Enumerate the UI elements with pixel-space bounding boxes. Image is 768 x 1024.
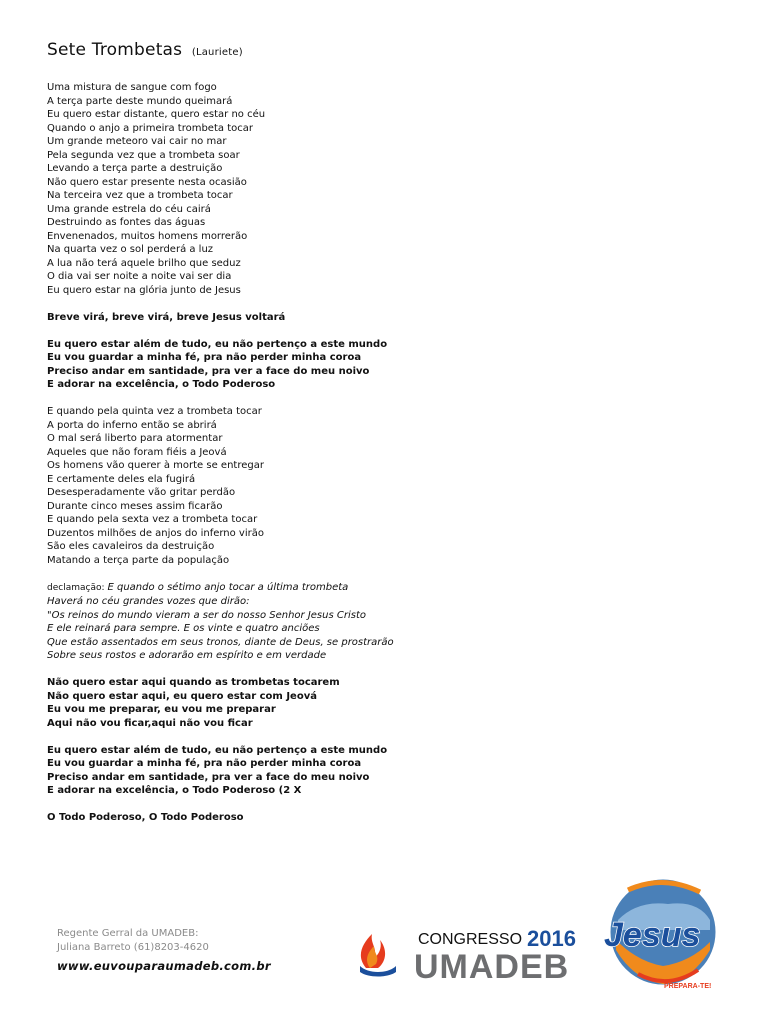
lyric-text: Não quero estar presente nesta ocasião [47, 176, 247, 188]
lyric-text: Quando o anjo a primeira trombeta tocar [47, 122, 253, 134]
lyric-line [47, 149, 737, 163]
lyric-line [47, 81, 737, 95]
lyric-line [47, 581, 737, 596]
lyric-line [47, 189, 737, 203]
song-author: (Lauriete) [191, 47, 243, 58]
lyric-line [47, 622, 737, 636]
verse-stanza [47, 81, 737, 297]
lyric-line [47, 419, 737, 433]
congresso-year: 2016 [527, 926, 576, 951]
lyric-text: Eu vou guardar a minha fé, pra não perder minha coroa [47, 352, 362, 363]
lyric-text: Matando a terça parte da população [47, 554, 230, 566]
lyric-text: Um grande meteoro vai cair no mar [47, 136, 227, 147]
lyric-line [47, 527, 737, 541]
declamation-stanza [47, 581, 737, 663]
lyric-text: Eu quero estar além de tudo, eu não pertenço a este mundo [47, 744, 388, 756]
lyric-text: A porta do inferno então se abrirá [47, 419, 217, 431]
declamation-label: declamação: [47, 582, 105, 593]
lyric-line [47, 771, 737, 785]
song-title-heading [47, 40, 243, 60]
lyric-text: Durante cinco meses assim ficarão [47, 500, 223, 512]
lyric-line [47, 473, 737, 487]
lyric-text: A lua não terá aquele brilho que seduz [47, 257, 241, 269]
lyric-text: São eles cavaleiros da destruição [47, 541, 215, 552]
lyric-text: Eu quero estar distante, quero estar no céu [47, 109, 266, 120]
lyric-text: Uma grande estrela do céu cairá [47, 203, 211, 215]
lyric-line [47, 784, 737, 798]
lyric-line [47, 284, 737, 298]
lyric-line [47, 311, 737, 325]
chorus-stanza [47, 811, 737, 825]
lyric-line [47, 554, 737, 568]
footer-info [57, 927, 271, 973]
lyric-text: Não quero estar aqui, eu quero estar com Jeová [47, 690, 317, 702]
lyrics [47, 81, 737, 838]
lyric-line [47, 446, 737, 460]
lyric-text: O Todo Poderoso, O Todo Poderoso [47, 812, 244, 823]
lyric-line [47, 703, 737, 717]
lyric-text: Eu vou guardar a minha fé, pra não perder minha coroa [47, 758, 362, 769]
verse-stanza [47, 405, 737, 567]
chorus-stanza [47, 744, 737, 798]
lyric-line [47, 216, 737, 230]
lyric-text: E adorar na excelência, o Todo Poderoso [47, 379, 276, 390]
congresso-word: CONGRESSO [418, 931, 523, 948]
lyric-text: Haverá no céu grandes vozes que dirão: [47, 596, 250, 607]
lyric-line [47, 595, 737, 609]
lyric-line [47, 500, 737, 514]
chorus-stanza [47, 311, 737, 325]
lyric-line [47, 176, 737, 190]
lyric-text: E adorar na excelência, o Todo Poderoso (2 X [47, 785, 302, 796]
regent-contact: Juliana Barreto (61)8203-4620 [57, 942, 209, 953]
lyric-line [47, 432, 737, 446]
regent-title: Regente Gerral da UMADEB: [57, 928, 199, 939]
lyric-text: Duzentos milhões de anjos do inferno virão [47, 527, 264, 539]
website-link[interactable]: www.euvouparaumadeb.com.br [57, 959, 271, 973]
lyric-line [47, 351, 737, 365]
lyric-text: Eu quero estar além de tudo, eu não pertenço a este mundo [47, 338, 388, 350]
lyric-text: Não quero estar aqui quando as trombetas tocarem [47, 677, 340, 688]
lyric-line [47, 757, 737, 771]
lyric-line [47, 609, 737, 623]
lyric-text: Desesperadamente vão gritar perdão [47, 487, 236, 498]
lyric-text: "Os reinos do mundo vieram a ser do nosso Senhor Jesus Cristo [47, 609, 366, 621]
lyric-line [47, 257, 737, 271]
lyric-line [47, 690, 737, 704]
lyric-line [47, 717, 737, 731]
lyric-text: Eu quero estar na glória junto de Jesus [47, 284, 241, 296]
congresso-umadeb-logo [352, 922, 592, 982]
lyric-text: Aqui não vou ficar,aqui não vou ficar [47, 717, 253, 729]
lyric-text: Na terceira vez que a trombeta tocar [47, 190, 233, 201]
lyric-line [47, 744, 737, 758]
lyric-text: Preciso andar em santidade, pra ver a face do meu noivo [47, 365, 370, 377]
lyric-line [47, 243, 737, 257]
lyric-text: Levando a terça parte a destruição [47, 163, 223, 174]
jesus-word: Jesus [604, 916, 701, 954]
lyric-text: Destruindo as fontes das águas [47, 217, 206, 228]
lyric-text: Aqueles que não foram fiéis a Jeová [47, 446, 227, 458]
lyric-text: Preciso andar em santidade, pra ver a face do meu noivo [47, 771, 370, 783]
lyric-line [47, 135, 737, 149]
lyric-line [47, 405, 737, 419]
lyric-text: Que estão assentados em seus tronos, diante de Deus, se prostrarão [47, 636, 394, 648]
lyric-line [47, 122, 737, 136]
lyric-text: O dia vai ser noite a noite vai ser dia [47, 271, 232, 282]
lyric-line [47, 203, 737, 217]
lyric-text: E ele reinará para sempre. E os vinte e quatro anciões [47, 623, 320, 634]
lyric-text: O mal será liberto para atormentar [47, 433, 223, 444]
lyric-text: Uma mistura de sangue com fogo [47, 82, 217, 93]
lyric-line [47, 540, 737, 554]
lyric-text: Breve virá, breve virá, breve Jesus voltará [47, 311, 286, 323]
flame-icon [360, 934, 396, 977]
lyric-line [47, 230, 737, 244]
lyric-line [47, 811, 737, 825]
lyric-text: A terça parte deste mundo queimará [47, 95, 233, 107]
lyric-line [47, 95, 737, 109]
lyric-text: E quando pela sexta vez a trombeta tocar [47, 514, 258, 525]
lyric-line [47, 459, 737, 473]
lyric-text: Sobre seus rostos e adorarão em espírito e em verdade [47, 650, 327, 661]
congresso-org: UMADEB [414, 948, 570, 982]
lyric-line [47, 513, 737, 527]
jesus-tagline: PREPARA-TE! [664, 983, 712, 990]
lyric-text: Eu vou me preparar, eu vou me preparar [47, 704, 276, 715]
lyric-line [47, 378, 737, 392]
lyric-line [47, 365, 737, 379]
lyric-text: E quando o sétimo anjo tocar a última trombeta [107, 581, 349, 593]
lyric-line [47, 676, 737, 690]
lyric-text: E certamente deles ela fugirá [47, 473, 196, 485]
lyric-line [47, 649, 737, 663]
lyric-line [47, 486, 737, 500]
chorus-stanza [47, 338, 737, 392]
lyric-line [47, 162, 737, 176]
lyric-text: Os homens vão querer à morte se entregar [47, 460, 264, 471]
lyric-text: Pela segunda vez que a trombeta soar [47, 149, 240, 161]
lyric-line [47, 108, 737, 122]
lyric-line [47, 338, 737, 352]
lyric-line [47, 636, 737, 650]
jesus-prepara-te-logo [598, 870, 728, 1000]
lyric-line [47, 270, 737, 284]
song-title: Sete Trombetas [47, 40, 183, 60]
chorus-stanza [47, 676, 737, 730]
lyric-text: Na quarta vez o sol perderá a luz [47, 244, 214, 255]
lyric-text: E quando pela quinta vez a trombeta tocar [47, 406, 262, 417]
lyric-text: Envenenados, muitos homens morrerão [47, 230, 248, 242]
